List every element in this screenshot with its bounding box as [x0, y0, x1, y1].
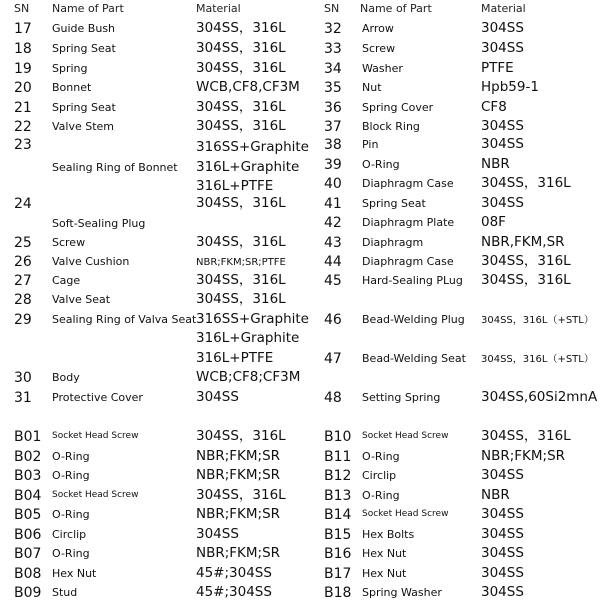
part-material: PTFE [481, 60, 514, 76]
part-name: O-Ring [52, 450, 90, 463]
part-sn: 23 [14, 137, 32, 153]
part-name: Spring Seat [52, 101, 116, 114]
part-sn: 47 [324, 351, 342, 367]
part-name: Hex Nut [362, 547, 407, 560]
part-name: O-Ring [52, 508, 90, 521]
part-name: Screw [362, 42, 396, 55]
part-name: Bonnet [52, 81, 92, 94]
part-material: NBR;FKM;SR;PTFE [196, 257, 286, 268]
part-sn: 33 [324, 41, 342, 57]
part-material: 304SS，316L [196, 60, 286, 76]
part-sn: 48 [324, 390, 342, 406]
part-name: Socket Head Screw [362, 509, 449, 519]
part-name: Arrow [362, 22, 394, 35]
part-sn: 35 [324, 80, 342, 96]
part-material: 304SS [481, 40, 524, 56]
part-name: Spring Cover [362, 101, 434, 114]
part-sn: B04 [14, 488, 42, 504]
part-name: Nut [362, 81, 382, 94]
part-material: NBR,FKM,SR [481, 234, 565, 250]
part-name: Socket Head Screw [362, 431, 449, 441]
part-sn: 24 [14, 196, 32, 212]
part-material: 08F [481, 214, 506, 230]
part-sn: 40 [324, 176, 342, 192]
part-name: Socket Head Screw [52, 490, 139, 500]
part-material: 304SS，316L [481, 272, 571, 288]
part-material: 304SS，316L [481, 253, 571, 269]
part-name: O-Ring [362, 489, 400, 502]
part-name: Spring [52, 62, 88, 75]
part-sn: 42 [324, 215, 342, 231]
part-name: Spring Seat [52, 42, 116, 55]
part-material: 304SS，316L [196, 234, 286, 250]
part-name: Valve Cushion [52, 255, 130, 268]
part-material: NBR;FKM;SR [196, 506, 281, 522]
part-sn: B10 [324, 429, 352, 445]
header-sn: SN [324, 2, 340, 15]
part-material: 316L+Graphite [196, 330, 300, 346]
part-material: CF8 [481, 99, 507, 115]
part-name: Circlip [362, 469, 397, 482]
part-name: Protective Cover [52, 391, 143, 404]
part-name: Soft-Sealing Plug [52, 217, 146, 230]
part-sn: B15 [324, 527, 352, 543]
part-material: 304SS [481, 545, 524, 561]
part-sn: 31 [14, 390, 32, 406]
part-name: Hex Bolts [362, 528, 415, 541]
part-sn: 19 [14, 61, 32, 77]
part-material: NBR [481, 156, 510, 172]
part-name: Block Ring [362, 120, 420, 133]
part-material: 304SS [481, 467, 524, 483]
part-sn: 39 [324, 157, 342, 173]
part-material: 45#;304SS [196, 565, 272, 581]
part-material: NBR;FKM;SR [196, 467, 281, 483]
part-sn: 28 [14, 292, 32, 308]
header-material: Material [196, 2, 241, 15]
part-material: 304SS，316L [196, 291, 286, 307]
part-name: Valve Stem [52, 120, 115, 133]
part-material: 304SS，316L [196, 118, 286, 134]
part-sn: 26 [14, 254, 32, 270]
part-name: Hex Nut [52, 567, 97, 580]
part-material: 304SS [196, 526, 239, 542]
part-name: O-Ring [52, 469, 90, 482]
part-sn: B02 [14, 449, 42, 465]
part-sn: 30 [14, 370, 32, 386]
part-material: 304SS,60Si2mnA [481, 389, 598, 405]
part-name: Diaphragm Plate [362, 216, 455, 229]
part-material: 316L+PTFE [196, 178, 274, 194]
part-sn: 45 [324, 273, 342, 289]
part-sn: B14 [324, 507, 352, 523]
part-sn: B06 [14, 527, 42, 543]
part-sn: 44 [324, 254, 342, 270]
part-material: 304SS，316L [196, 272, 286, 288]
part-material: WCB;CF8;CF3M [196, 369, 301, 385]
part-material: 304SS，316L [196, 99, 286, 115]
part-name: Washer [362, 62, 403, 75]
part-material: NBR;FKM;SR [196, 545, 281, 561]
part-sn: B07 [14, 546, 42, 562]
part-material: 304SS [481, 195, 524, 211]
part-material: 304SS [481, 565, 524, 581]
part-sn: B11 [324, 449, 352, 465]
part-material: 304SS，316L [481, 175, 571, 191]
part-material: 304SS，316L（+STL） [481, 354, 594, 365]
part-sn: B13 [324, 488, 352, 504]
part-sn: 41 [324, 196, 342, 212]
header-name-of-part: Name of Part [52, 2, 124, 15]
part-material: 304SS [481, 584, 524, 600]
part-material: 316L+PTFE [196, 350, 274, 366]
part-name: Socket Head Screw [52, 431, 139, 441]
part-name: Spring Seat [362, 197, 426, 210]
part-sn: B09 [14, 585, 42, 601]
part-sn: 25 [14, 235, 32, 251]
part-sn: 36 [324, 100, 342, 116]
part-name: Body [52, 371, 80, 384]
part-sn: 20 [14, 80, 32, 96]
part-sn: B16 [324, 546, 352, 562]
part-name: O-Ring [362, 158, 400, 171]
part-name: Diaphragm Case [362, 255, 454, 268]
part-name: Bead-Welding Plug [362, 313, 465, 326]
part-name: Diaphragm Case [362, 177, 454, 190]
part-material: 304SS [481, 506, 524, 522]
part-sn: 22 [14, 119, 32, 135]
part-material: 45#;304SS [196, 584, 272, 600]
part-material: 304SS [481, 118, 524, 134]
part-name: Hard-Sealing PLug [362, 274, 463, 287]
part-name: Screw [52, 236, 86, 249]
part-sn: B08 [14, 566, 42, 582]
part-material: 304SS，316L [196, 195, 286, 211]
part-material: Hpb59-1 [481, 79, 539, 95]
part-sn: B18 [324, 585, 352, 601]
part-material: NBR [481, 487, 510, 503]
part-sn: 43 [324, 235, 342, 251]
part-material: WCB,CF8,CF3M [196, 79, 300, 95]
part-name: Circlip [52, 528, 87, 541]
part-name: Sealing Ring of Bonnet [52, 161, 178, 174]
part-material: 316SS+Graphite [196, 311, 309, 327]
part-name: Bead-Welding Seat [362, 352, 466, 365]
part-name: Hex Nut [362, 567, 407, 580]
part-sn: 29 [14, 312, 32, 328]
part-name: O-Ring [52, 547, 90, 560]
part-sn: 18 [14, 41, 32, 57]
part-name: Spring Washer [362, 586, 442, 599]
part-material: 304SS，316L [481, 428, 571, 444]
part-sn: 46 [324, 312, 342, 328]
part-sn: B03 [14, 468, 42, 484]
part-sn: B12 [324, 468, 352, 484]
part-material: 316SS+Graphite [196, 139, 309, 155]
part-name: Stud [52, 586, 78, 599]
part-material: 316L+Graphite [196, 159, 300, 175]
part-name: O-Ring [362, 450, 400, 463]
part-sn: B05 [14, 507, 42, 523]
part-material: 304SS，316L [196, 20, 286, 36]
part-sn: 21 [14, 100, 32, 116]
part-material: 304SS，316L（+STL） [481, 315, 594, 326]
part-material: 304SS [196, 389, 239, 405]
header-material: Material [481, 2, 526, 15]
part-sn: 17 [14, 21, 32, 37]
part-sn: 34 [324, 61, 342, 77]
part-name: Guide Bush [52, 22, 116, 35]
part-sn: 38 [324, 137, 342, 153]
part-material: 304SS，316L [196, 487, 286, 503]
part-name: Setting Spring [362, 391, 441, 404]
part-name: Sealing Ring of Valva Seat [52, 313, 197, 326]
part-material: NBR;FKM;SR [481, 448, 566, 464]
header-sn: SN [14, 2, 30, 15]
part-sn: B17 [324, 566, 352, 582]
part-material: NBR;FKM;SR [196, 448, 281, 464]
part-material: 304SS，316L [196, 428, 286, 444]
part-name: Pin [362, 138, 379, 151]
part-name: Cage [52, 274, 81, 287]
part-sn: 37 [324, 119, 342, 135]
part-sn: 27 [14, 273, 32, 289]
part-material: 304SS [481, 20, 524, 36]
part-name: Diaphragm [362, 236, 424, 249]
part-name: Valve Seat [52, 293, 111, 306]
part-material: 304SS，316L [196, 40, 286, 56]
part-material: 304SS [481, 526, 524, 542]
part-sn: B01 [14, 429, 42, 445]
header-name-of-part: Name of Part [360, 2, 432, 15]
part-material: 304SS [481, 136, 524, 152]
part-sn: 32 [324, 21, 342, 37]
